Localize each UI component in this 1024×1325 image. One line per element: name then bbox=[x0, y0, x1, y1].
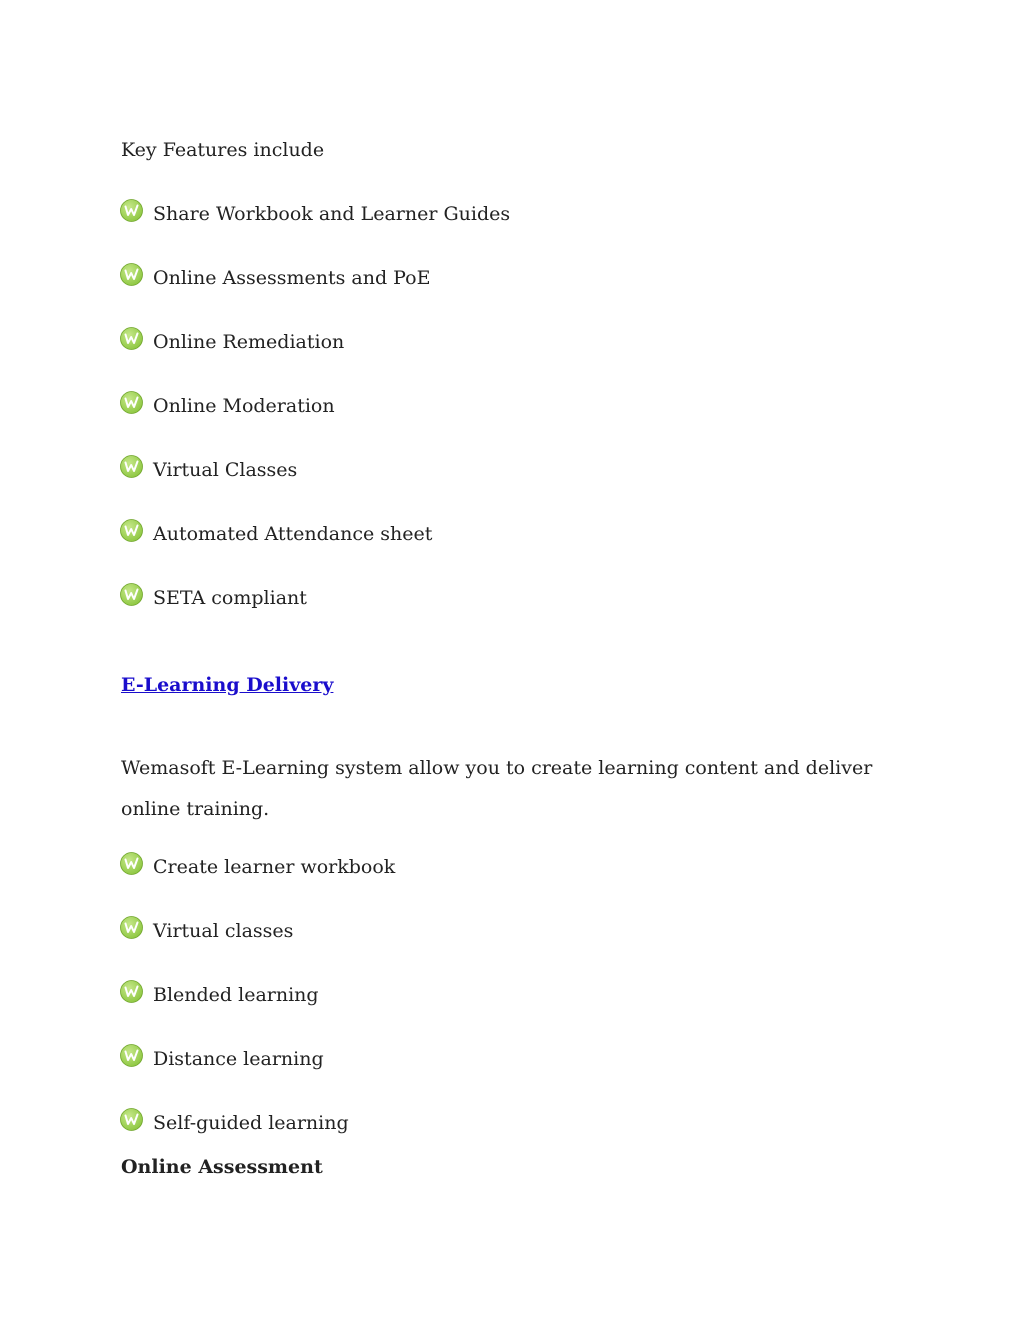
list-item-label: Automated Attendance sheet bbox=[153, 523, 433, 545]
delivery-list bbox=[120, 854, 395, 1174]
list-item bbox=[120, 918, 395, 982]
list-item-label: SETA compliant bbox=[153, 587, 307, 609]
wemasoft-w-icon bbox=[120, 263, 143, 286]
list-item bbox=[120, 982, 395, 1046]
list-item bbox=[120, 329, 510, 393]
list-item-label: Self-guided learning bbox=[153, 1112, 349, 1134]
wemasoft-w-icon bbox=[120, 852, 143, 875]
list-item-label: Online Moderation bbox=[153, 395, 335, 417]
wemasoft-w-icon bbox=[120, 327, 143, 350]
list-item bbox=[120, 854, 395, 918]
e-learning-delivery-link[interactable]: E-Learning Delivery bbox=[121, 674, 334, 696]
list-item-label: Blended learning bbox=[153, 984, 319, 1006]
list-item-label: Create learner workbook bbox=[153, 856, 396, 878]
key-features-intro: Key Features include bbox=[121, 139, 325, 161]
wemasoft-w-icon bbox=[120, 916, 143, 939]
list-item bbox=[120, 585, 510, 649]
list-item-label: Distance learning bbox=[153, 1048, 324, 1070]
list-item-label: Online Remediation bbox=[153, 331, 345, 353]
list-item bbox=[120, 1046, 395, 1110]
wemasoft-w-icon bbox=[120, 980, 143, 1003]
list-item bbox=[120, 201, 510, 265]
wemasoft-w-icon bbox=[120, 1108, 143, 1131]
list-item bbox=[120, 265, 510, 329]
list-item-label: Online Assessments and PoE bbox=[153, 267, 431, 289]
wemasoft-w-icon bbox=[120, 583, 143, 606]
list-item bbox=[120, 457, 510, 521]
key-features-list bbox=[120, 201, 510, 649]
list-item bbox=[120, 393, 510, 457]
wemasoft-w-icon bbox=[120, 519, 143, 542]
list-item-label: Virtual classes bbox=[153, 920, 294, 942]
wemasoft-w-icon bbox=[120, 199, 143, 222]
wemasoft-w-icon bbox=[120, 455, 143, 478]
wemasoft-w-icon bbox=[120, 391, 143, 414]
wemasoft-w-icon bbox=[120, 1044, 143, 1067]
online-assessment-heading: Online Assessment bbox=[121, 1156, 323, 1178]
list-item bbox=[120, 521, 510, 585]
list-item-label: Virtual Classes bbox=[153, 459, 298, 481]
delivery-description: Wemasoft E-Learning system allow you to create learning content and deliver online training. bbox=[121, 757, 873, 820]
list-item-label: Share Workbook and Learner Guides bbox=[153, 203, 511, 225]
